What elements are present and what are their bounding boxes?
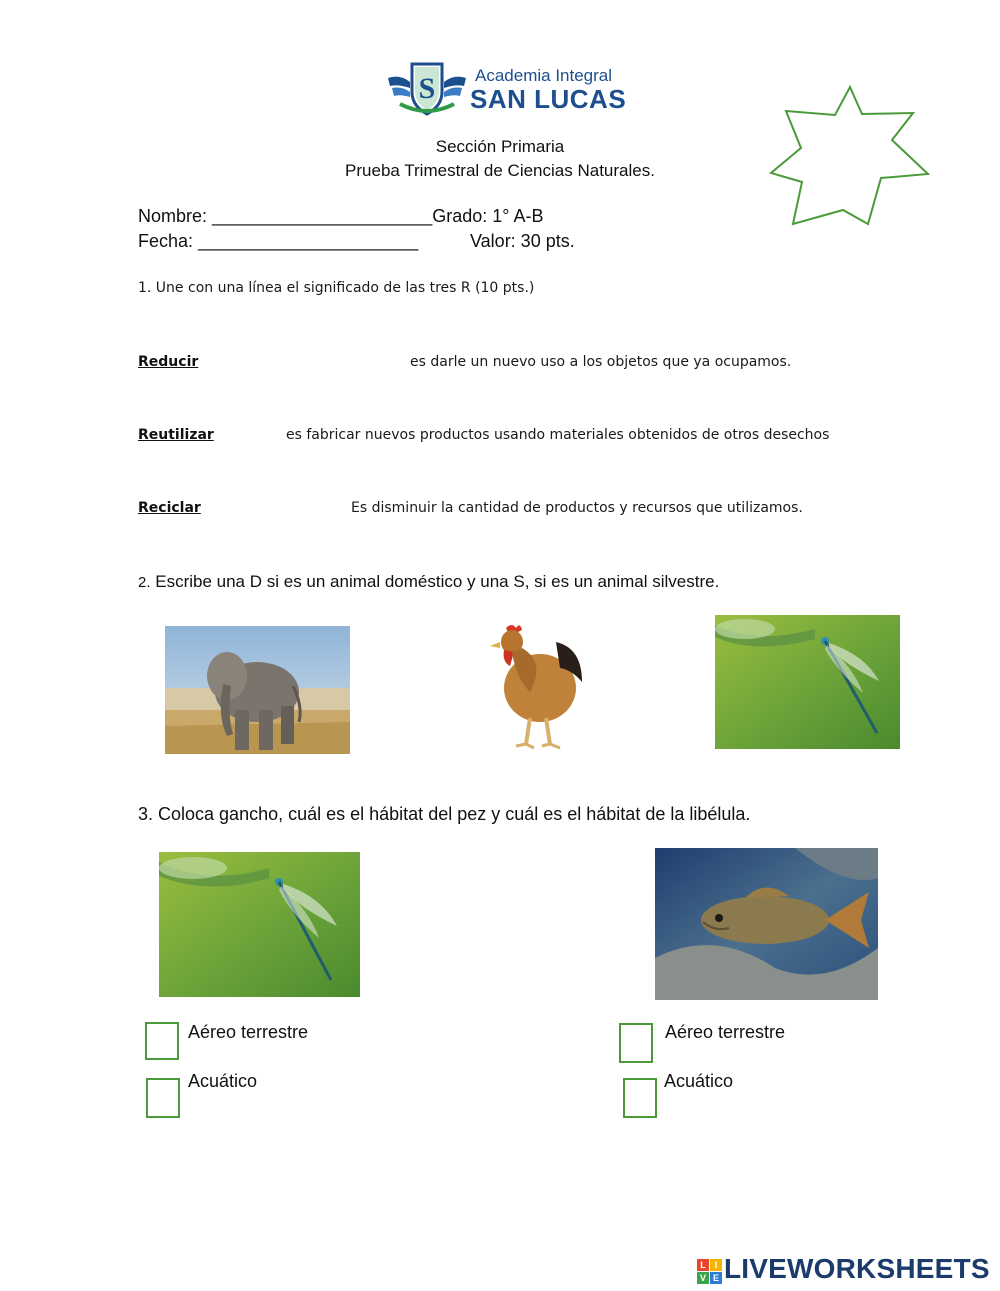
q2-number: 2.: [138, 574, 151, 591]
logo-line1: Academia Integral: [475, 66, 613, 85]
hen-photo: [486, 622, 588, 752]
option-left-acuatico: Acuático: [188, 1071, 258, 1091]
option-right-acuatico: Acuático: [664, 1071, 734, 1091]
dragonfly-photo-2: [159, 852, 360, 997]
logo-line2: SAN LUCAS: [470, 84, 627, 114]
section-title: Sección Primaria: [435, 137, 565, 156]
dragonfly-photo: [715, 615, 900, 749]
badge-letter-v: V: [697, 1272, 709, 1284]
checkbox-left-acuatico[interactable]: [146, 1078, 180, 1118]
logo-emblem-letter: S: [418, 72, 436, 105]
meaning-2: es fabricar nuevos productos usando materiales obtenidos de otros desechos: [286, 427, 830, 443]
liveworksheets-brand[interactable]: LIVEWORKSHEETS: [724, 1253, 990, 1284]
option-right-aereo: Aéreo terrestre: [665, 1022, 786, 1042]
badge-letter-i: I: [710, 1259, 722, 1271]
liveworksheets-badge: [697, 1259, 723, 1285]
term-reciclar: Reciclar: [138, 500, 201, 516]
q2-text: Escribe una D si es un animal doméstico y una S, si es un animal silvestre.: [150, 572, 720, 591]
q2-prompt: [138, 572, 719, 592]
exam-title: Prueba Trimestral de Ciencias Naturales.: [345, 161, 655, 180]
term-reducir: Reducir: [138, 354, 199, 370]
checkbox-left-aereo[interactable]: [145, 1022, 179, 1060]
school-logo: [386, 60, 627, 118]
checkbox-right-acuatico[interactable]: [623, 1078, 657, 1118]
elephant-photo: [165, 626, 350, 754]
q3-prompt: 3. Coloca gancho, cuál es el hábitat del pez y cuál es el hábitat de la libélula.: [138, 804, 751, 824]
fish-photo: [655, 848, 878, 1000]
option-left-aereo: Aéreo terrestre: [188, 1022, 309, 1042]
meaning-1: es darle un nuevo uso a los objetos que ya ocupamos.: [410, 354, 792, 370]
term-reutilizar: Reutilizar: [138, 427, 214, 443]
value-line: Valor: 30 pts.: [470, 231, 575, 251]
shield-wings-icon: [386, 60, 468, 118]
badge-letter-l: L: [697, 1259, 709, 1271]
badge-letter-e: E: [710, 1272, 722, 1284]
name-grade-line: Nombre: ______________________Grado: 1° A-B: [138, 206, 544, 226]
date-line: Fecha: ______________________: [138, 231, 419, 251]
meaning-3: Es disminuir la cantidad de productos y recursos que utilizamos.: [351, 500, 803, 516]
q1-prompt: 1. Une con una línea el significado de las tres R (10 pts.): [138, 280, 535, 296]
checkbox-right-aereo[interactable]: [619, 1023, 653, 1063]
